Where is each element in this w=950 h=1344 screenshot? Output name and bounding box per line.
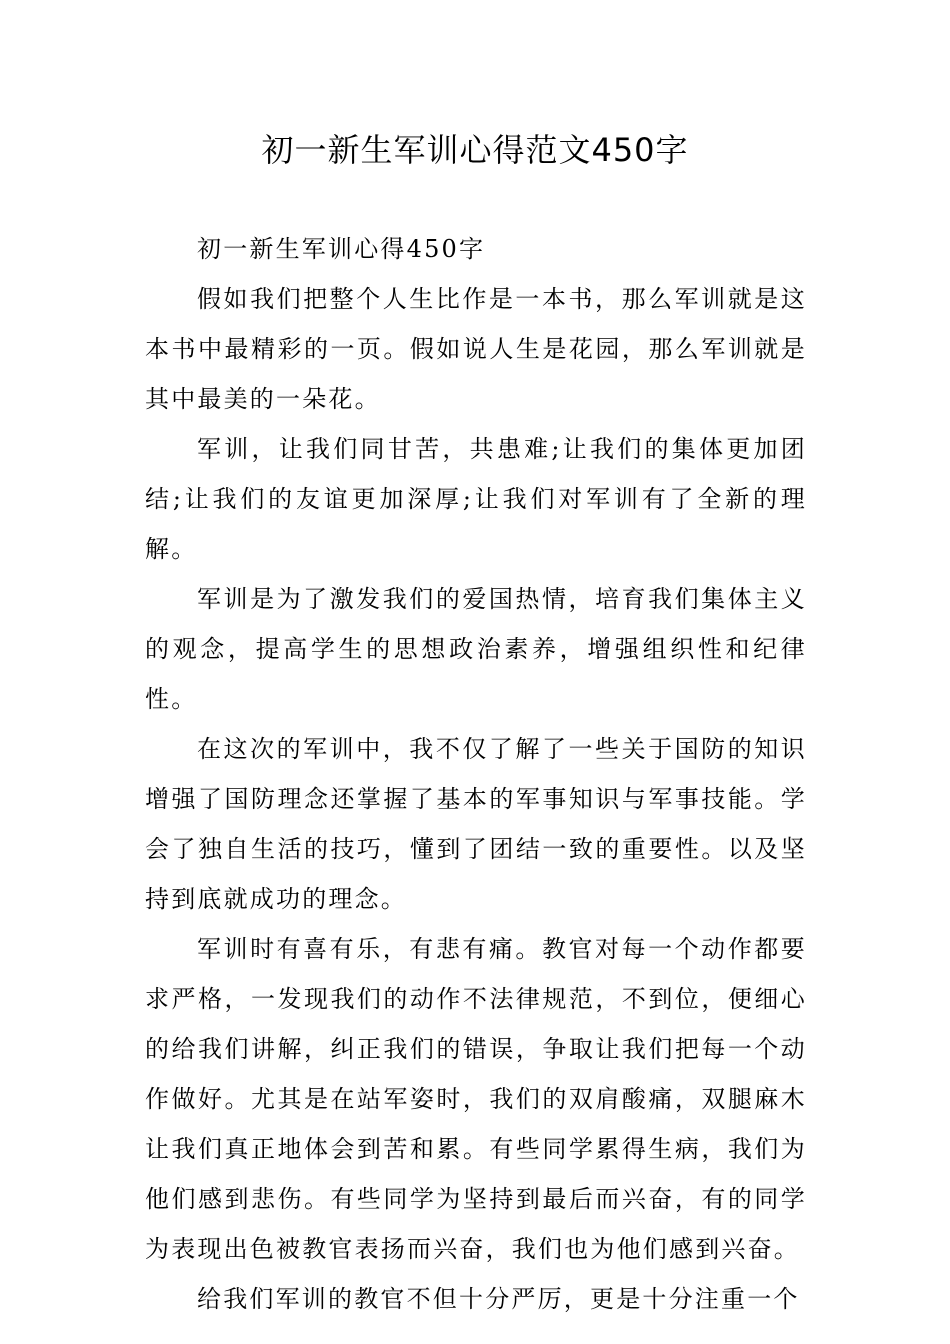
- body-paragraph: 给我们军训的教官不但十分严厉，更是十分注重一个: [197, 1285, 800, 1313]
- subtitle-paragraph: 初一新生军训心得450字: [197, 235, 486, 263]
- body-paragraph: 假如我们把整个人生比作是一本书，那么军训就是这本书中最精彩的一页。假如说人生是花园，那么军训就是其中最美的一朵花。: [145, 285, 807, 413]
- body-paragraph: 军训，让我们同甘苦，共患难;让我们的集体更加团结;让我们的友谊更加深厚;让我们对军训有了全新的理解。: [145, 435, 807, 563]
- document-title: 初一新生军训心得范文450字: [261, 131, 689, 169]
- document-body: [145, 224, 807, 1324]
- body-paragraph: 军训时有喜有乐，有悲有痛。教官对每一个动作都要求严格，一发现我们的动作不法律规范，不到位，便细心的给我们讲解，纠正我们的错误，争取让我们把每一个动作做好。尤其是在站军姿时，我们的双肩酸痛，双腿麻木让我们真正地体会到苦和累。有些同学累得生病，我们为他们感到悲伤。有些同学为坚持到最后而兴奋，有的同学为表现出色被教官表扬而兴奋，我们也为他们感到兴奋。: [145, 935, 807, 1263]
- body-paragraph: 军训是为了激发我们的爱国热情，培育我们集体主义的观念，提高学生的思想政治素养，增强组织性和纪律性。: [145, 585, 807, 713]
- body-paragraph: 在这次的军训中，我不仅了解了一些关于国防的知识增强了国防理念还掌握了基本的军事知识与军事技能。学会了独自生活的技巧，懂到了团结一致的重要性。以及坚持到底就成功的理念。: [145, 735, 807, 913]
